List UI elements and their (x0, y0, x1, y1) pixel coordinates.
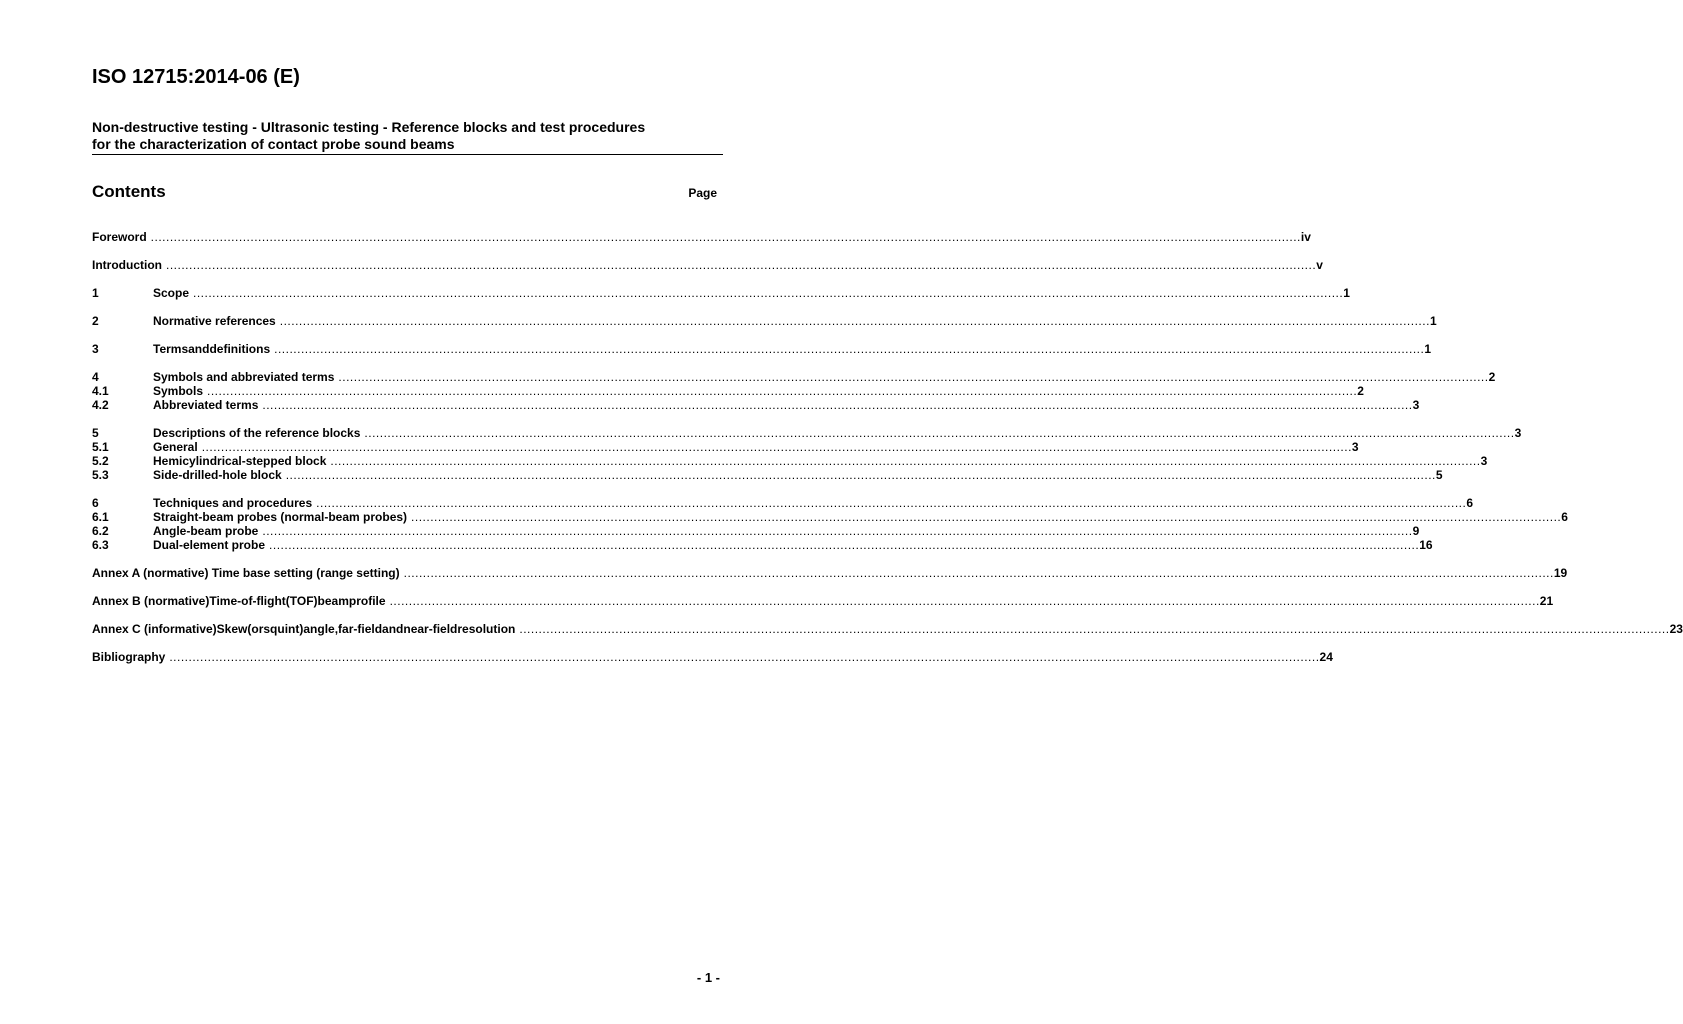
toc-entry-title: Techniques and procedures (153, 496, 313, 510)
toc-entry-number: 5 (92, 426, 99, 440)
toc-entry[interactable] (92, 594, 1554, 608)
toc-entry[interactable] (92, 384, 1364, 398)
toc-entry-title: Side-drilled-hole block (153, 468, 282, 482)
toc-entry-page: 16 (1419, 538, 1433, 552)
toc-entry-page: 21 (1539, 594, 1554, 608)
toc-entry-page: 3 (1514, 426, 1522, 440)
toc-entry-title: General (153, 440, 198, 454)
toc-entry-page: v (1316, 258, 1323, 272)
toc-entry[interactable] (92, 258, 1323, 272)
toc-entry-title: Dual-element probe (153, 538, 266, 552)
contents-heading: Contents (92, 182, 166, 201)
toc-entry-title: Introduction (92, 258, 162, 272)
toc-entry[interactable] (92, 230, 1311, 244)
toc-entry-page: 1 (1424, 342, 1432, 356)
toc-entry[interactable] (92, 650, 1333, 664)
toc-entry-number: 6.3 (92, 538, 109, 552)
toc-entry[interactable] (92, 496, 1474, 510)
toc-entry-page: 9 (1412, 524, 1420, 538)
dot-leader: ............................................................................................................................................................................................................................................................................................................ (165, 258, 1317, 272)
toc-entry-title: Normative references (153, 314, 276, 328)
subtitle-line-2: for the characterization of contact probe sound beams (92, 136, 455, 152)
toc-entry-title: Annex A (normative) Time base setting (range setting) (92, 566, 400, 580)
toc-entry-number: 6.1 (92, 510, 109, 524)
toc-entry-page: 3 (1480, 454, 1488, 468)
title-rule (92, 154, 723, 155)
page-column-label: Page (688, 186, 717, 200)
toc-entry[interactable] (92, 370, 1496, 384)
toc-entry-title: Foreword (92, 230, 147, 244)
toc-entry[interactable] (92, 538, 1433, 552)
toc-entry-page: 5 (1435, 468, 1443, 482)
footer-page-number: - 1 - (696, 970, 720, 985)
toc-entry-number: 1 (92, 286, 99, 300)
toc-entry[interactable] (92, 454, 1488, 468)
document-subtitle (92, 119, 722, 153)
toc-entry-number: 5.2 (92, 454, 109, 468)
toc-entry-page: 1 (1429, 314, 1437, 328)
dot-leader: ............................................................................................................................................................................................................................................................................................................ (519, 622, 1670, 636)
dot-leader: ............................................................................................................................................................................................................................................................................................................ (279, 314, 1430, 328)
toc-entry-number: 4.2 (92, 398, 109, 412)
toc-entry-number: 5.3 (92, 468, 109, 482)
toc-entry-title: Straight-beam probes (normal-beam probes) (153, 510, 408, 524)
toc-entry-title: Symbols and abbreviated terms (153, 370, 335, 384)
dot-leader: ............................................................................................................................................................................................................................................................................................................ (411, 510, 1562, 524)
dot-leader: ............................................................................................................................................................................................................................................................................................................ (201, 440, 1352, 454)
toc-entry-page: 2 (1357, 384, 1364, 398)
dot-leader: ............................................................................................................................................................................................................................................................................................................ (262, 398, 1413, 412)
dot-leader: ............................................................................................................................................................................................................................................................................................................ (330, 454, 1481, 468)
toc-entry-number: 2 (92, 314, 99, 328)
toc-entry-number: 5.1 (92, 440, 109, 454)
toc-entry-page: 23 (1669, 622, 1683, 636)
dot-leader: ............................................................................................................................................................................................................................................................................................................ (364, 426, 1515, 440)
toc-entry-number: 3 (92, 342, 99, 356)
toc-entry-title: Bibliography (92, 650, 166, 664)
toc-entry-page: 3 (1412, 398, 1420, 412)
toc-entry[interactable] (92, 510, 1568, 524)
toc-entry-page: 1 (1343, 286, 1350, 300)
toc-entry-page: iv (1300, 230, 1311, 244)
toc-entry[interactable] (92, 398, 1420, 412)
subtitle-line-1: Non-destructive testing - Ultrasonic testing - Reference blocks and test procedures (92, 119, 646, 135)
toc-entry[interactable] (92, 524, 1420, 538)
toc-entry-title: Scope (153, 286, 190, 300)
toc-entry-page: 2 (1488, 370, 1496, 384)
dot-leader: ............................................................................................................................................................................................................................................................................................................ (169, 650, 1320, 664)
document-id: ISO 12715:2014-06 (E) (92, 66, 300, 88)
toc-entry-title: Hemicylindrical-stepped block (153, 454, 327, 468)
toc-entry-number: 4.1 (92, 384, 109, 398)
toc-entry-page: 19 (1553, 566, 1568, 580)
dot-leader: ............................................................................................................................................................................................................................................................................................................ (316, 496, 1467, 510)
dot-leader: ............................................................................................................................................................................................................................................................................................................ (285, 468, 1436, 482)
toc-entry-number: 6.2 (92, 524, 109, 538)
dot-leader: ............................................................................................................................................................................................................................................................................................................ (403, 566, 1554, 580)
dot-leader: ............................................................................................................................................................................................................................................................................................................ (150, 230, 1301, 244)
dot-leader: ............................................................................................................................................................................................................................................................................................................ (193, 286, 1344, 300)
toc-entry-title: Annex C (informative)Skew(orsquint)angle,far-fieldandnear-fieldresolution (92, 622, 516, 636)
toc-entry-page: 6 (1561, 510, 1568, 524)
toc-entry-number: 4 (92, 370, 99, 384)
toc-entry[interactable] (92, 566, 1568, 580)
toc-entry-title: Descriptions of the reference blocks (153, 426, 361, 440)
toc-entry-page: 3 (1351, 440, 1359, 454)
toc-entry[interactable] (92, 314, 1437, 328)
toc-entry[interactable] (92, 342, 1432, 356)
toc-entry[interactable] (92, 440, 1359, 454)
toc-entry[interactable] (92, 468, 1443, 482)
dot-leader: ............................................................................................................................................................................................................................................................................................................ (338, 370, 1489, 384)
dot-leader: ............................................................................................................................................................................................................................................................................................................ (269, 538, 1420, 552)
toc-entry-title: Annex B (normative)Time-of-flight(TOF)beamprofile (92, 594, 386, 608)
toc-entry[interactable] (92, 286, 1350, 300)
toc-entry-page: 24 (1319, 650, 1333, 664)
toc-entry-title: Termsanddefinitions (153, 342, 271, 356)
toc-entry-number: 6 (92, 496, 99, 510)
dot-leader: ............................................................................................................................................................................................................................................................................................................ (274, 342, 1425, 356)
dot-leader: ............................................................................................................................................................................................................................................................................................................ (262, 524, 1413, 538)
toc-entry[interactable] (92, 426, 1522, 440)
toc-entry-title: Symbols (153, 384, 204, 398)
toc-entry-title: Angle-beam probe (153, 524, 259, 538)
toc-entry-title: Abbreviated terms (153, 398, 259, 412)
toc-entry-page: 6 (1466, 496, 1474, 510)
dot-leader: ............................................................................................................................................................................................................................................................................................................ (389, 594, 1540, 608)
dot-leader: ............................................................................................................................................................................................................................................................................................................ (207, 384, 1358, 398)
toc-entry[interactable] (92, 622, 1683, 636)
